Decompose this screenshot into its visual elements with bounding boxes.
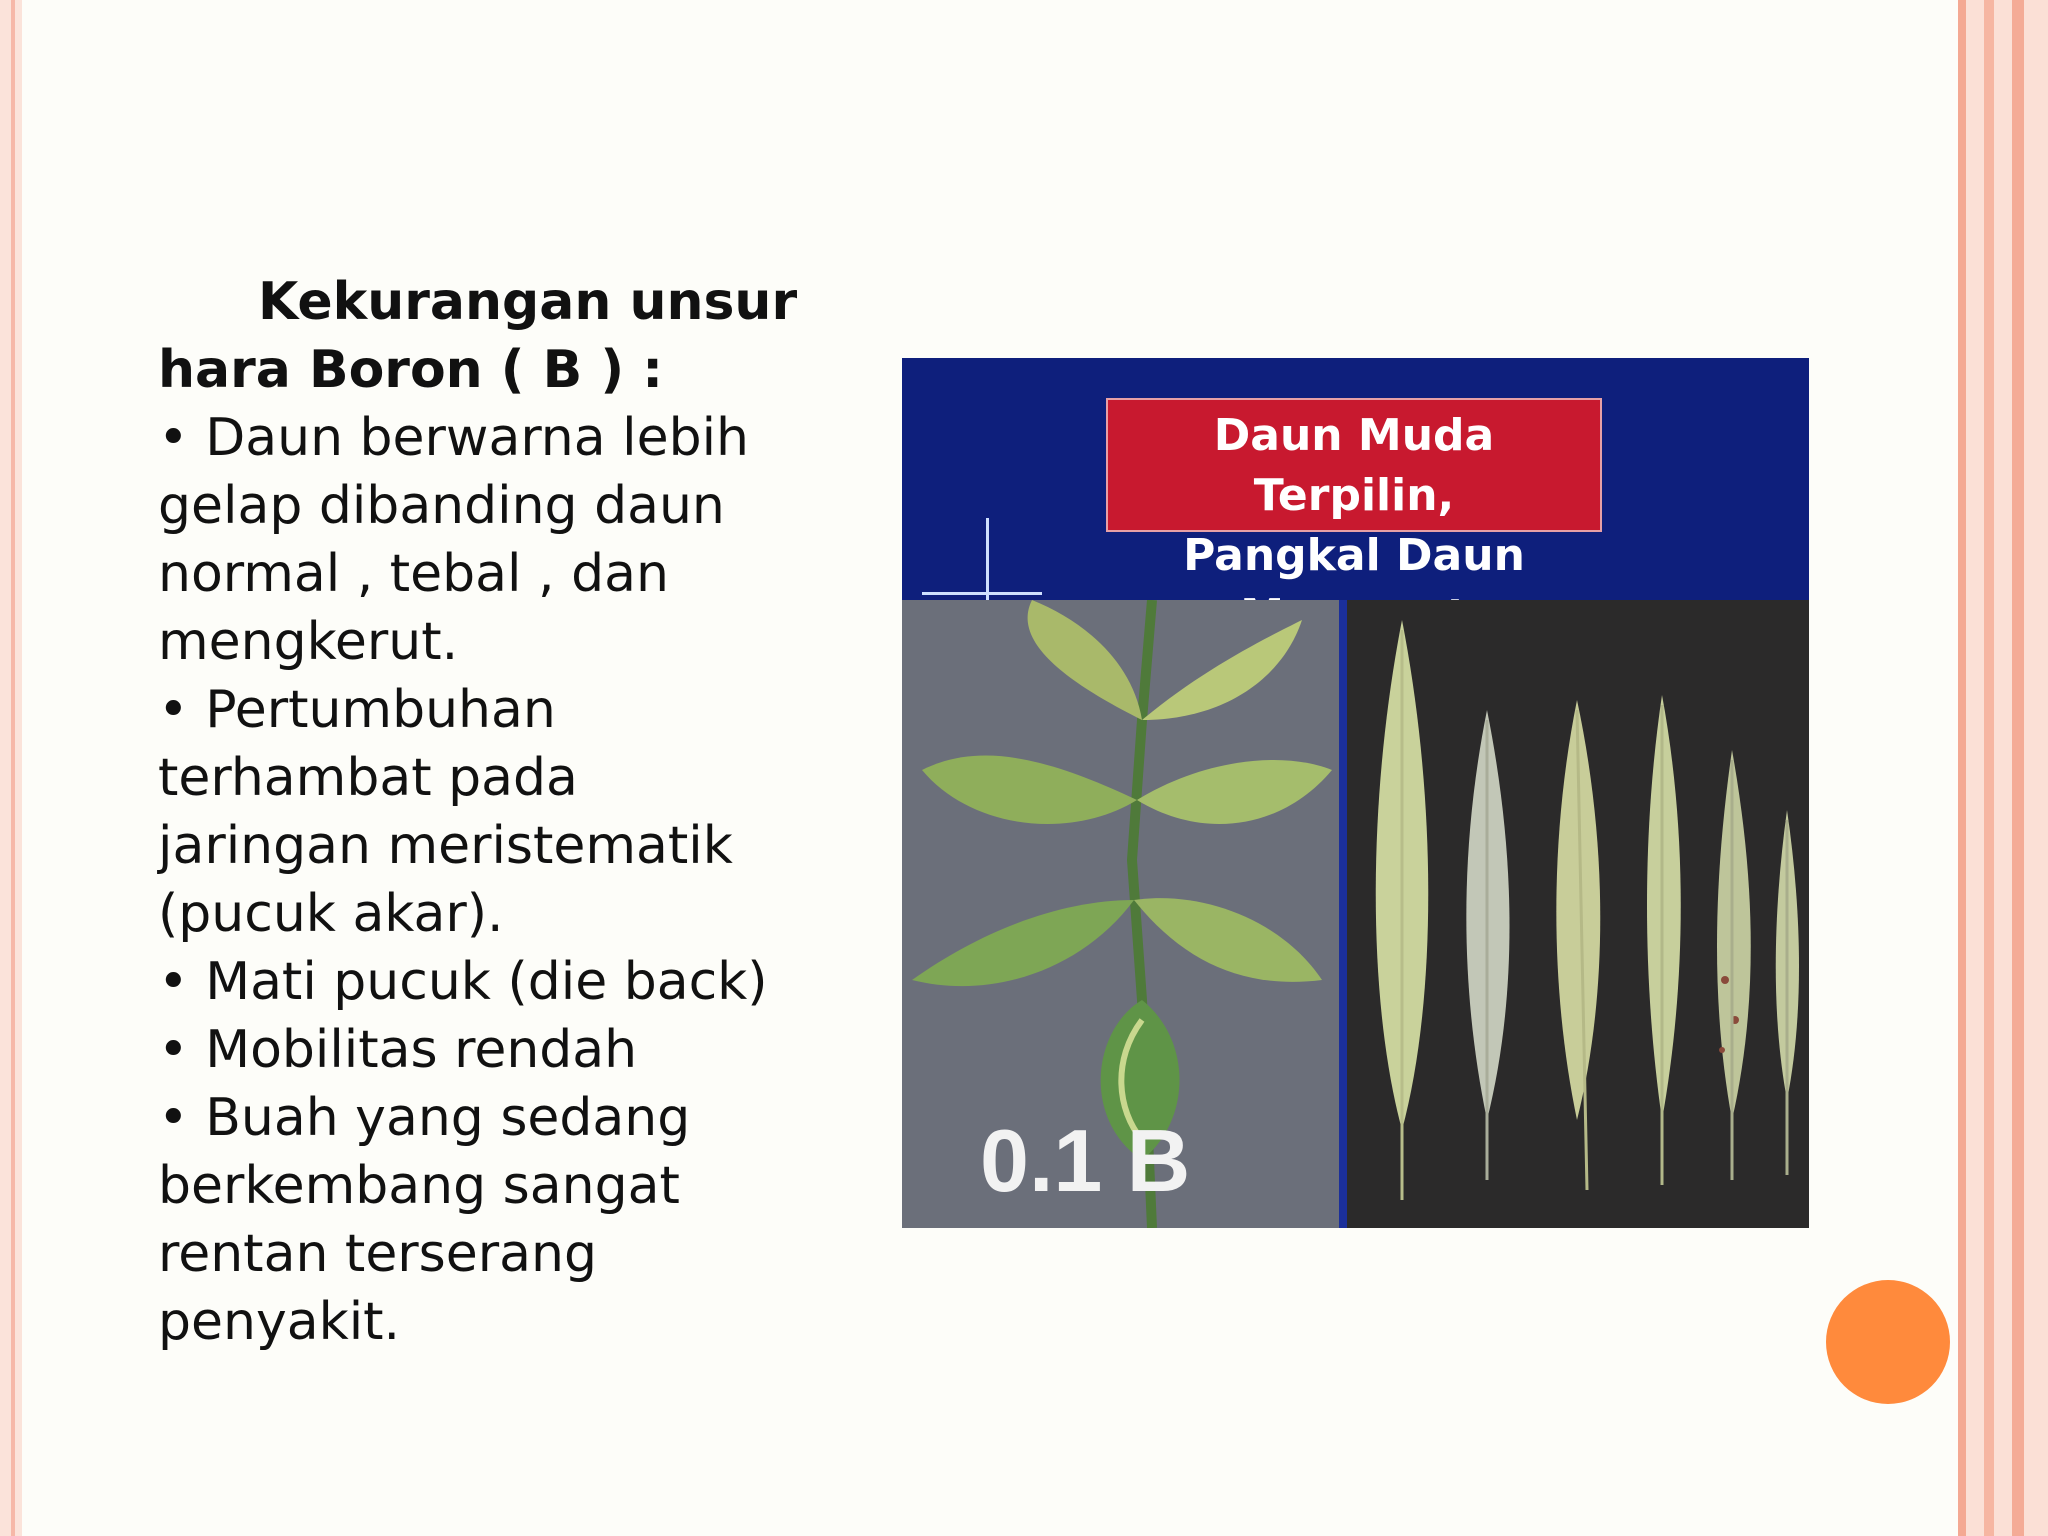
text-line: (pucuk akar). [158, 884, 504, 944]
leaves-illustration [1347, 600, 1809, 1228]
slide-title [158, 268, 798, 404]
title-line-2: hara Boron ( B ) : [158, 340, 664, 400]
title-line-1: Kekurangan unsur [258, 272, 798, 332]
text-line: berkembang sangat [158, 1156, 680, 1216]
sparkle-decoration [922, 592, 1042, 595]
text-line: • Buah yang sedang [158, 1088, 691, 1148]
text-line: gelap dibanding daun [158, 476, 725, 536]
text-line: penyakit. [158, 1292, 401, 1352]
boron-deficiency-photo [902, 358, 1809, 1228]
text-line: • Mobilitas rendah [158, 1020, 638, 1080]
text-line: mengkerut. [158, 612, 459, 672]
left-frame-border [0, 0, 22, 1536]
text-line: • Mati pucuk (die back) [158, 952, 768, 1012]
photo-banner [1106, 398, 1602, 581]
slide-text-block [158, 268, 798, 1356]
text-line: rentan terserang [158, 1224, 597, 1284]
decorative-orange-circle [1826, 1280, 1950, 1404]
text-line: terhambat pada [158, 748, 578, 808]
text-line: • Daun berwarna lebih [158, 408, 749, 468]
willow-leaves-panel [1347, 600, 1809, 1228]
photo-caption: 0.1 B [980, 1111, 1191, 1210]
text-line: normal , tebal , dan [158, 544, 669, 604]
photo-divider [1339, 600, 1347, 1228]
banner-line-1: Daun Muda Terpilin, [1213, 410, 1495, 521]
text-line: jaringan meristematik [158, 816, 733, 876]
text-line: • Pertumbuhan [158, 680, 556, 740]
banner-line-2: Pangkal Daun [1183, 530, 1525, 581]
right-frame-border [1958, 0, 2048, 1536]
